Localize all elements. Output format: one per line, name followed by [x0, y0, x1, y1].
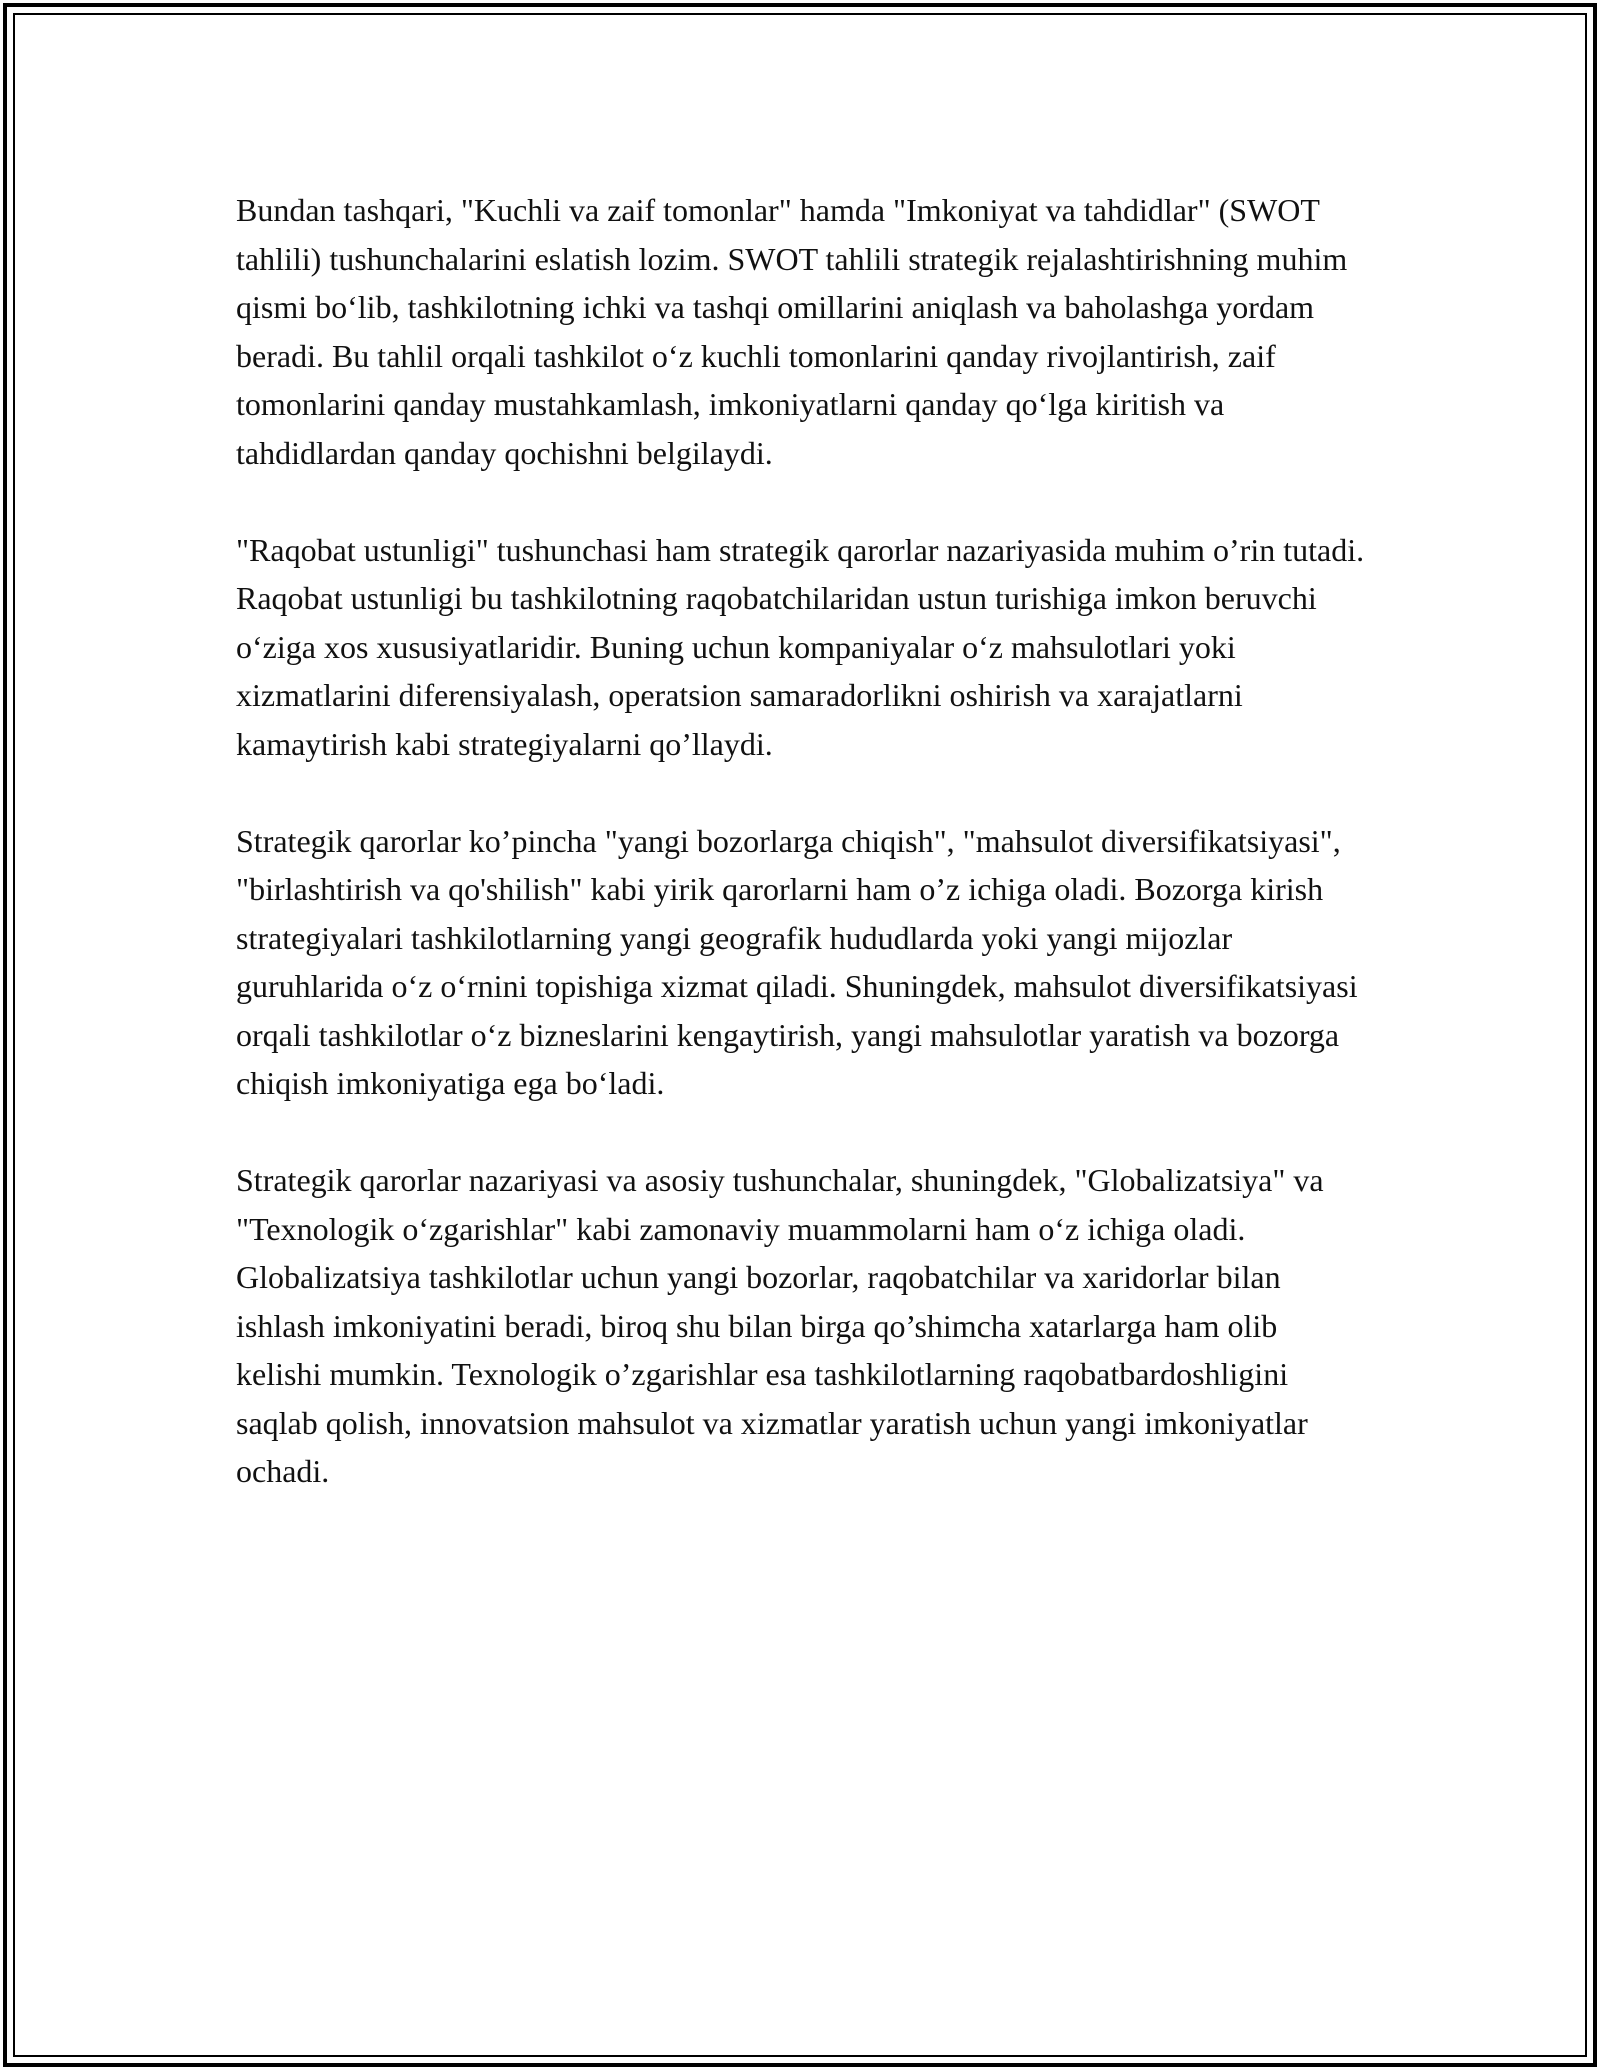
paragraph-swot: Bundan tashqari, "Kuchli va zaif tomonlar" hamda "Imkoniyat va tahdidlar" (SWOT tahlili) tushunchalarini eslatish lozim. SWOT tahlili strategik rejalashtirishning muhim qismi bo‘lib, tashkilotning ichki va tashqi omillarini aniqlash va baholashga yordam beradi. Bu tahlil orqali tashkilot o‘z kuchli tomonlarini qanday rivojlantirish, zaif tomonlarini qanday mustahkamlash, imkoniyatlarni qanday qo‘lga kiritish va tahdidlardan qanday qochishni belgilaydi. — [236, 192, 1348, 471]
paragraph-competitive-advantage: "Raqobat ustunligi" tushunchasi ham strategik qarorlar nazariyasida muhim o’rin tutadi. Raqobat ustunligi bu tashkilotning raqobatchilaridan ustun turishiga imkon beruvchi o‘ziga xos xususiyatlaridir. Buning uchun kompaniyalar o‘z mahsulotlari yoki xizmatlarini diferensiyalash, operatsion samaradorlikni oshirish va xarajatlarni kamaytirish kabi strategiyalarni qo’llaydi. — [236, 531, 1365, 762]
paragraph-globalization: Strategik qarorlar nazariyasi va asosiy tushunchalar, shuningdek, "Globalizatsiya" va "Texnologik o‘zgarishlar" kabi zamonaviy muammolarni ham o‘z ichiga oladi. Globalizatsiya tashkilotlar uchun yangi bozorlar, raqobatchilar va xaridorlar bilan ishlash imkoniyatini beradi, biroq shu bilan birga qo’shimcha xatarlarga ham olib kelishi mumkin. Texnologik o’zgarishlar esa tashkilotlarning raqobatbardoshligini saqlab qolish, innovatsion mahsulot va xizmatlar yaratish uchun yangi imkoniyatlar ochadi. — [236, 1162, 1324, 1489]
document-body — [236, 186, 1366, 1544]
paragraph-market-entry: Strategik qarorlar ko’pincha "yangi bozorlarga chiqish", "mahsulot diversifikatsiyasi", "birlashtirish va qo'shilish" kabi yirik qarorlarni ham o’z ichiga oladi. Bozorga kirish strategiyalari tashkilotlarning yangi geografik hududlarda yoki yangi mijozlar guruhlarida o‘z o‘rnini topishiga xizmat qiladi. Shuningdek, mahsulot diversifikatsiyasi orqali tashkilotlar o‘z bizneslarini kengaytirish, yangi mahsulotlar yaratish va bozorga chiqish imkoniyatiga ega bo‘ladi. — [236, 822, 1358, 1101]
